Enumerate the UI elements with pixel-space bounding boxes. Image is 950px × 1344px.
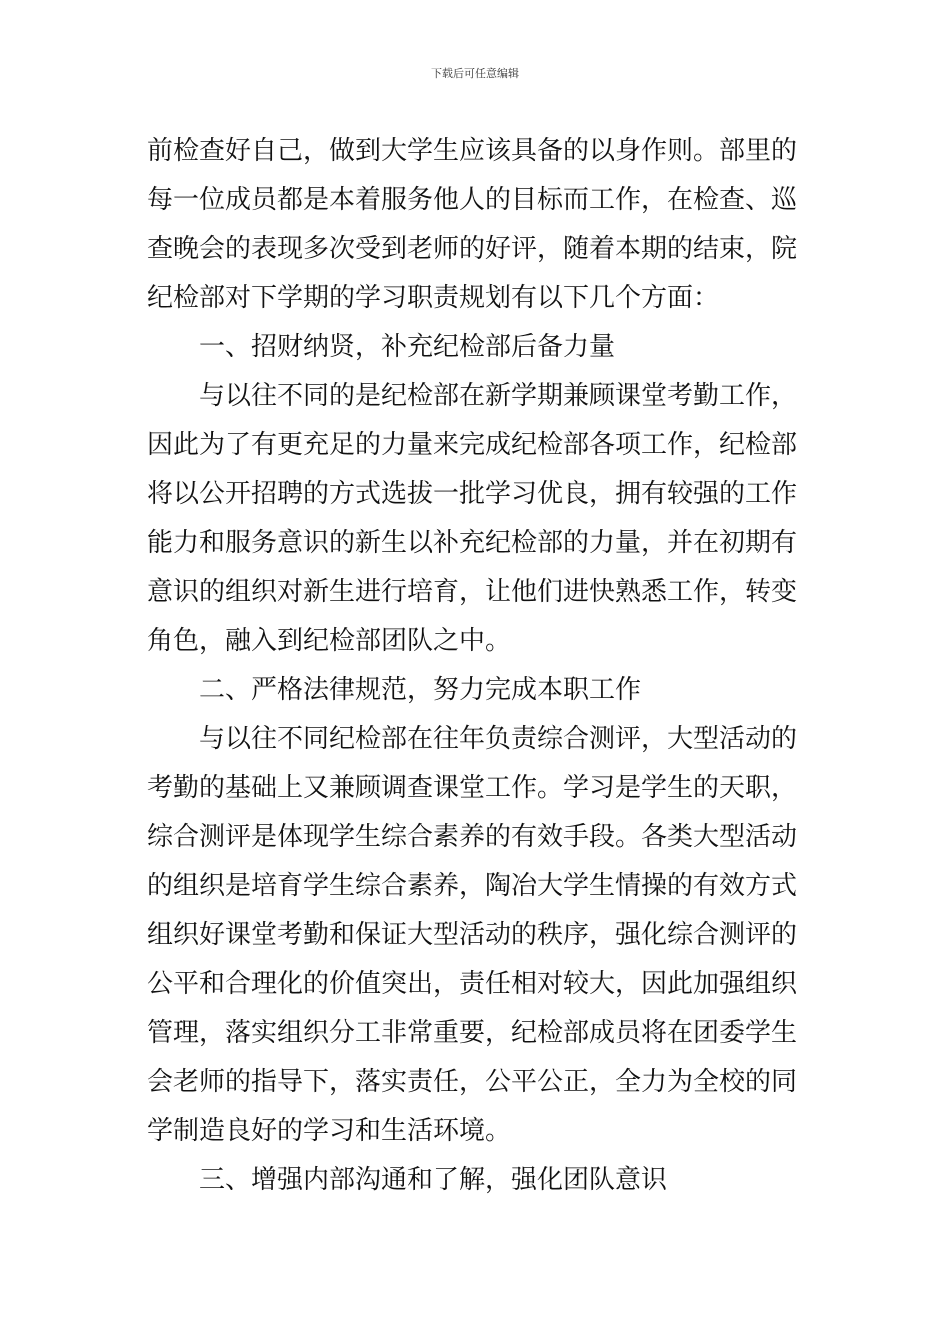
paragraph-first-line: 与以往不同的是纪检部在新学期兼顾课堂考勤工作， <box>199 381 798 411</box>
text-line: 组织好课堂考勤和保证大型活动的秩序，强化综合测评的 <box>147 920 798 950</box>
text-line: 查晚会的表现多次受到老师的好评，随着本期的结束，院 <box>147 234 798 264</box>
text-line: 的组织是培育学生综合素养，陶冶大学生情操的有效方式 <box>147 871 798 901</box>
text-line: 角色，融入到纪检部团队之中。 <box>147 626 512 656</box>
text-line: 考勤的基础上又兼顾调查课堂工作。学习是学生的天职， <box>147 773 798 803</box>
text-line: 前检查好自己，做到大学生应该具备的以身作则。部里的 <box>147 136 798 166</box>
text-line: 将以公开招聘的方式选拔一批学习优良，拥有较强的工作 <box>147 479 798 509</box>
text-line: 会老师的指导下，落实责任，公平公正，全力为全校的同 <box>147 1067 798 1097</box>
text-line: 综合测评是体现学生综合素养的有效手段。各类大型活动 <box>147 822 798 852</box>
text-line: 意识的组织对新生进行培育，让他们进快熟悉工作，转变 <box>147 577 798 607</box>
section-heading: 一、招财纳贤，补充纪检部后备力量 <box>199 332 616 362</box>
page-header: 下载后可任意编辑 <box>431 67 519 80</box>
section-heading: 二、严格法律规范，努力完成本职工作 <box>199 675 642 705</box>
text-line: 纪检部对下学期的学习职责规划有以下几个方面： <box>147 283 720 313</box>
text-line: 公平和合理化的价值突出，责任相对较大，因此加强组织 <box>147 969 798 999</box>
text-line: 能力和服务意识的新生以补充纪检部的力量，并在初期有 <box>147 528 798 558</box>
text-line: 管理，落实组织分工非常重要，纪检部成员将在团委学生 <box>147 1018 798 1048</box>
text-line: 因此为了有更充足的力量来完成纪检部各项工作，纪检部 <box>147 430 798 460</box>
paragraph-first-line: 与以往不同纪检部在往年负责综合测评，大型活动的 <box>199 724 798 754</box>
document-body <box>147 127 807 1205</box>
section-heading: 三、增强内部沟通和了解，强化团队意识 <box>199 1165 668 1195</box>
text-line: 每一位成员都是本着服务他人的目标而工作，在检查、巡 <box>147 185 798 215</box>
text-line: 学制造良好的学习和生活环境。 <box>147 1116 512 1146</box>
